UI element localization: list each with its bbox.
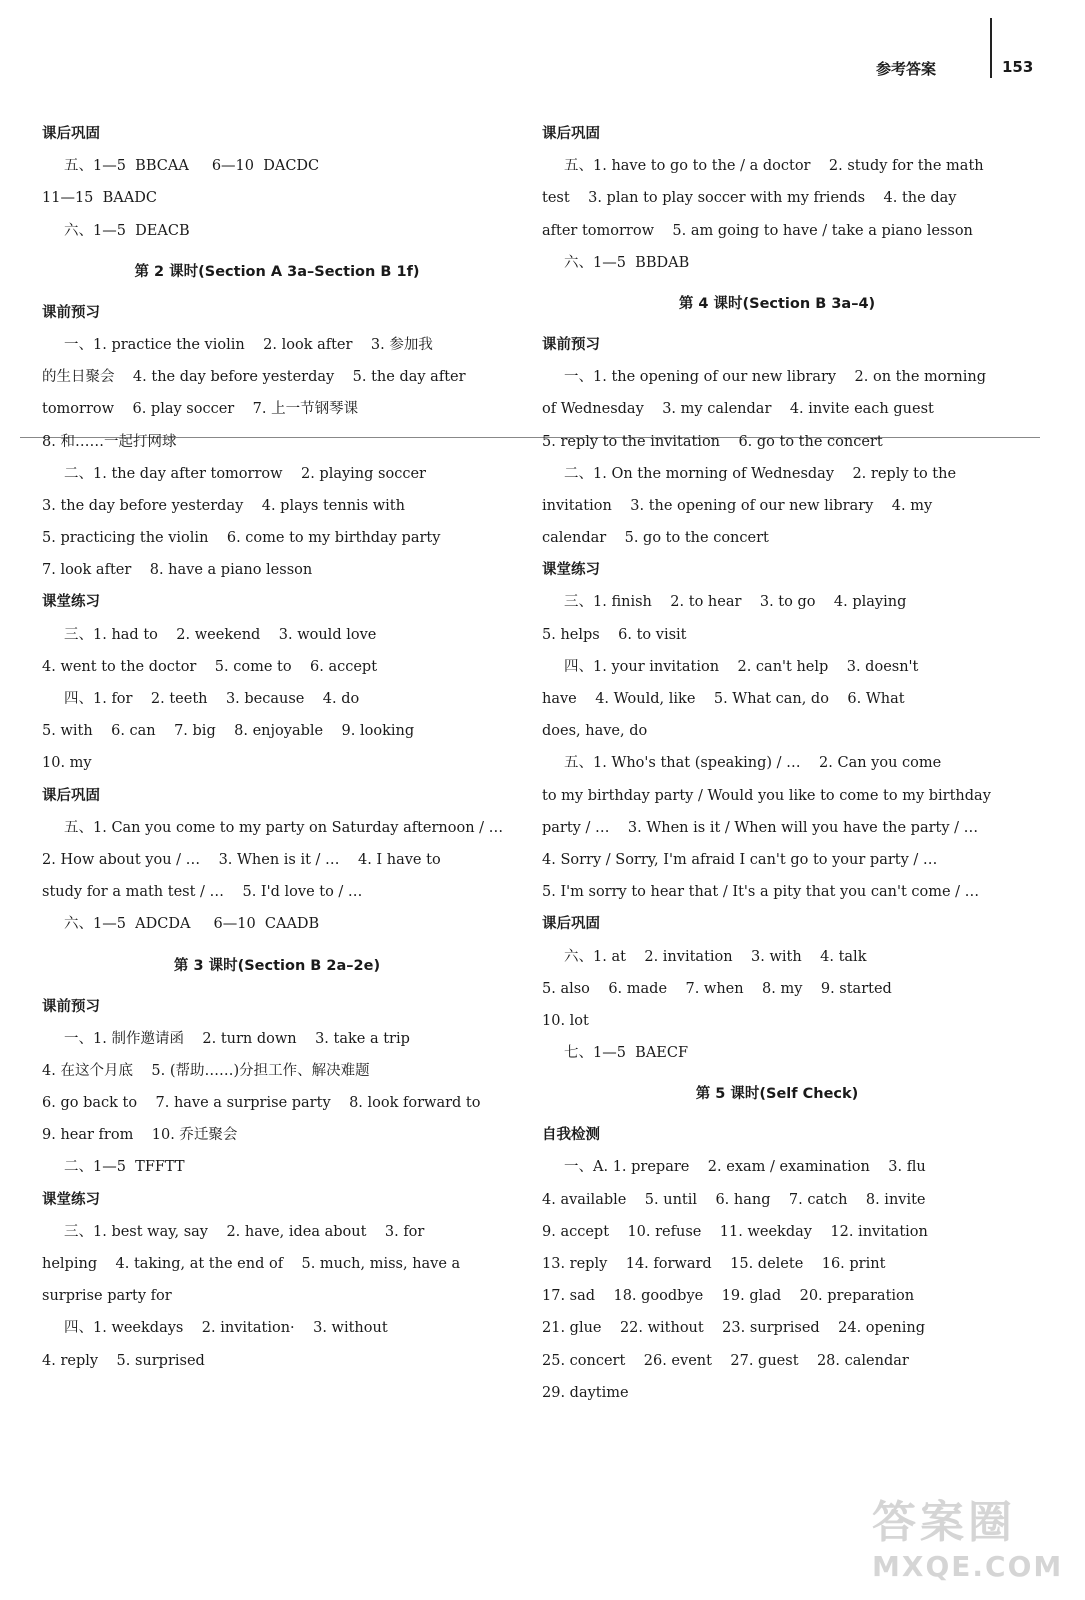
answer-line: tomorrow 6. play soccer 7. 上一节钢琴课 <box>42 401 359 418</box>
answer-line: 六、1—5 BBDAB <box>564 254 690 271</box>
section-heading: 课后巩固 <box>42 126 100 142</box>
section-heading: 课后巩固 <box>542 126 600 142</box>
section-heading: 课后巩固 <box>542 916 600 933</box>
answer-line: 六、1. at 2. invitation 3. with 4. talk <box>564 948 867 965</box>
answer-line: 5. with 6. can 7. big 8. enjoyable 9. looking <box>42 723 415 740</box>
watermark-logo: 答案圈 <box>872 1497 1016 1548</box>
answer-line: 11—15 BAADC <box>42 190 157 207</box>
answer-line: 四、1. weekdays 2. invitation· 3. without <box>64 1320 388 1337</box>
answer-line: 六、1—5 ADCDA 6—10 CAADB <box>64 916 320 933</box>
answer-line: 7. look after 8. have a piano lesson <box>42 562 313 579</box>
answer-line: 七、1—5 BAECF <box>564 1045 689 1062</box>
answer-line: of Wednesday 3. my calendar 4. invite each guest <box>542 401 934 418</box>
answer-line: 六、1—5 DEACB <box>64 222 190 239</box>
answer-line: 一、1. 制作邀请函 2. turn down 3. take a trip <box>64 1030 410 1047</box>
header-title: 参考答案 <box>876 60 937 78</box>
section-heading: 课前预习 <box>542 336 600 353</box>
answer-line: 三、1. best way, say 2. have, idea about 3. for <box>64 1223 425 1240</box>
header-divider <box>990 18 992 78</box>
section-heading: 课前预习 <box>42 998 100 1015</box>
lesson-title: 第 2 课时(Section A 3a–Section B 1f) <box>134 263 420 280</box>
answer-line: 29. daytime <box>542 1384 629 1401</box>
answer-line: test 3. plan to play soccer with my friends 4. the day <box>542 190 957 207</box>
answer-line: 10. lot <box>542 1012 589 1029</box>
answer-line: after tomorrow 5. am going to have / take a piano lesson <box>542 222 973 239</box>
answer-line: 4. available 5. until 6. hang 7. catch 8. invite <box>542 1191 926 1208</box>
answer-line: 四、1. your invitation 2. can't help 3. doesn't <box>564 658 919 675</box>
answer-line: 的生日聚会 4. the day before yesterday 5. the day after <box>42 369 466 386</box>
lesson-title: 第 3 课时(Section B 2a–2e) <box>173 957 381 974</box>
answer-line: 13. reply 14. forward 15. delete 16. print <box>542 1256 886 1272</box>
answer-line: 一、A. 1. prepare 2. exam / examination 3. flu <box>564 1159 926 1176</box>
section-heading: 课堂练习 <box>42 594 100 611</box>
answer-line: 8. 和……一起打网球 <box>42 433 177 450</box>
answer-line: 三、1. finish 2. to hear 3. to go 4. playing <box>564 594 907 611</box>
answer-line: 一、1. practice the violin 2. look after 3. 参加我 <box>64 336 433 353</box>
answer-line: 4. Sorry / Sorry, I'm afraid I can't go to your party / … <box>542 851 938 868</box>
answer-line: 5. I'm sorry to hear that / It's a pity that you can't come / … <box>542 884 980 901</box>
answer-line: 三、1. had to 2. weekend 3. would love <box>64 626 377 643</box>
answer-line: 一、1. the opening of our new library 2. on the morning <box>564 369 987 386</box>
lesson-title: 第 5 课时(Self Check) <box>695 1086 859 1103</box>
answer-line: 21. glue 22. without 23. surprised 24. opening <box>542 1320 925 1337</box>
answer-line: to my birthday party / Would you like to come to my birthday <box>542 787 991 804</box>
answer-line: surprise party for <box>42 1288 172 1305</box>
answer-line: helping 4. taking, at the end of 5. much, miss, have a <box>42 1256 461 1272</box>
answer-line: 6. go back to 7. have a surprise party 8. look forward to <box>42 1095 481 1112</box>
right-column <box>542 118 1012 1409</box>
answer-line: 10. my <box>42 755 92 772</box>
section-heading: 课堂练习 <box>542 562 600 579</box>
answer-line: 五、1. have to go to the / a doctor 2. study for the math <box>564 158 984 175</box>
page-number: 153 <box>1002 58 1034 76</box>
left-column <box>42 118 512 1377</box>
answer-line: 5. helps 6. to visit <box>542 626 687 643</box>
answer-line: calendar 5. go to the concert <box>542 530 769 547</box>
answer-line: 二、1. the day after tomorrow 2. playing soccer <box>64 465 426 482</box>
answer-line: 五、1. Can you come to my party on Saturday afternoon / … <box>64 819 504 836</box>
answer-line: 4. 在这个月底 5. (帮助……)分担工作、解决难题 <box>42 1062 370 1079</box>
answer-line: 五、1—5 BBCAA 6—10 DACDC <box>64 158 320 175</box>
answer-line: 二、1—5 TFFTT <box>64 1159 185 1176</box>
answer-line: 5. also 6. made 7. when 8. my 9. started <box>542 980 892 997</box>
answer-line: 17. sad 18. goodbye 19. glad 20. preparation <box>542 1288 915 1305</box>
answer-line: 2. How about you / … 3. When is it / … 4. I have to <box>42 851 441 868</box>
answer-line: 25. concert 26. event 27. guest 28. calendar <box>542 1352 909 1369</box>
section-heading: 课后巩固 <box>42 787 100 804</box>
answer-line: 二、1. On the morning of Wednesday 2. reply to the <box>564 465 957 482</box>
answer-line: 9. accept 10. refuse 11. weekday 12. invitation <box>542 1223 928 1240</box>
watermark <box>872 1486 1072 1594</box>
section-heading: 课堂练习 <box>42 1191 100 1208</box>
watermark-site: MXQE.COM <box>872 1550 1064 1583</box>
answer-line: invitation 3. the opening of our new library 4. my <box>542 497 933 514</box>
answer-line: 5. practicing the violin 6. come to my birthday party <box>42 530 441 547</box>
section-heading: 课前预习 <box>42 304 100 321</box>
answer-line: 3. the day before yesterday 4. plays tennis with <box>42 497 405 514</box>
answer-line: 9. hear from 10. 乔迁聚会 <box>42 1127 238 1144</box>
answer-line: 五、1. Who's that (speaking) / … 2. Can you come <box>564 755 942 772</box>
answer-line: 四、1. for 2. teeth 3. because 4. do <box>64 691 360 707</box>
answer-line: 5. reply to the invitation 6. go to the concert <box>542 433 883 450</box>
answer-line: does, have, do <box>542 723 648 740</box>
answer-line: party / … 3. When is it / When will you have the party / … <box>542 819 979 836</box>
lesson-title: 第 4 课时(Section B 3a–4) <box>678 295 876 312</box>
section-heading: 自我检测 <box>542 1127 600 1144</box>
answer-line: have 4. Would, like 5. What can, do 6. What <box>542 691 905 707</box>
answer-line: study for a math test / … 5. I'd love to / … <box>42 884 363 901</box>
answer-line: 4. reply 5. surprised <box>42 1352 205 1369</box>
answer-line: 4. went to the doctor 5. come to 6. accept <box>42 658 378 675</box>
